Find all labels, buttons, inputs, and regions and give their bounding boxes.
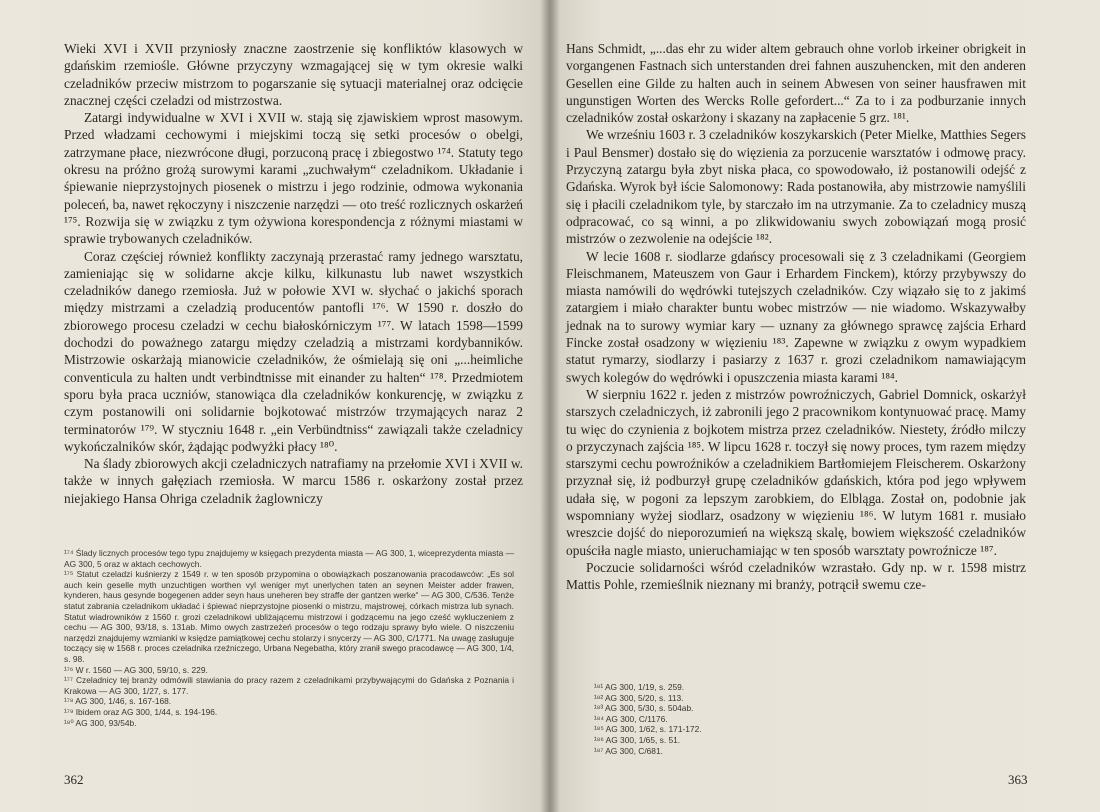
right-paragraph-3: W lecie 1608 r. siodlarze gdańscy procesowali się z 3 czeladnikami (Georgiem Fleischmanem, Mateuszem von Gaur i Erhardem Finckem), którzy przybywszy do miasta namówili do wędrówki tutejszych czeladników. Czy wiązało się to z jakimś zatargiem i miało charakter buntu wobec mistrzów — nie wiadomo. Wskazywałby jednak na to surowy wymiar kary — uznany za głównego sprawcę zajścia Erhard Fincke został osadzony w więzieniu ¹⁸³. Zapewne w związku z owym wypadkiem statut rymarzy, siodlarzy i pasiarzy z 1637 r. grozi czeladnikom namawiającym swych kolegów do wędrówki i opuszczenia miasta karami ¹⁸⁴.: [566, 248, 1026, 385]
right-footnotes: [594, 682, 754, 756]
footnote-185: ¹⁸⁵ AG 300, 1/62, s. 171-172.: [594, 724, 702, 735]
left-body-text: [64, 40, 523, 507]
footnote-186: ¹⁸⁶ AG 300, 1/65, s. 51.: [594, 734, 681, 745]
right-body-text: [566, 40, 1026, 594]
right-paragraph-2: We wrześniu 1603 r. 3 czeladników koszykarskich (Peter Mielke, Matthies Segers i Paul Bensmer) dostało się do więzienia za porzucenie warsztatów i odmowę pracy. Przyczyną zatargu była zbyt niska płaca, co spowodowało, iż postanowili odejść z Gdańska. Wyrok był iście Salomonowy: Rada postanowiła, aby mistrzowie namyślili się i płacili czeladnikom tyle, by starczało im na utrzymanie. Za to czeladnicy muszą odpracować, co są winni, a po zlikwidowaniu swych zobowiązań mogą prosić mistrzów o zezwolenie na odejście ¹⁸².: [566, 127, 1026, 247]
footnote-187: ¹⁸⁷ AG 300, C/681.: [594, 745, 663, 756]
right-paragraph-1: Hans Schmidt, „...das ehr zu wider altem gebrauch ohne vorlob irkeiner obrigkeit in vorgangenen Fastnach sich unterstanden drei fahnen auszuhencken, mit den anderen Gesellen eine Gilde zu halten auch in seinem Abwesen von seiner hausfrawen mit ungunstigen Worten des Wercks Rolle gefordert...“ Za to i za podburzanie innych czeladników został oskarżony i skazany na zapłacenie 5 grz. ¹⁸¹.: [566, 41, 1026, 126]
footnote-177: ¹⁷⁷ Czeladnicy tej branży odmówili stawiania do pracy razem z czeladnikami przybywającymi do Gdańska z Poznania i Krakowa — AG 300, 1/27, s. 177.: [64, 675, 514, 696]
right-paragraph-4: W sierpniu 1622 r. jeden z mistrzów powroźniczych, Gabriel Domnick, oskarżył starszych czeladniczych, iż zabronili jego 2 pracownikom kontynuować pracę. Mamy tu więc do czynienia z bojkotem mistrza przez czeladników. Niestety, źródło milczy o przyczynach zajścia ¹⁸⁵. W lipcu 1628 r. toczył się nowy proces, tym razem między starszymi cechu powroźników a czeladnikiem Bartłomiejem Fleischerem. Oskarżony przyznał się, iż podburzył grupę czeladników gdańskich, która pod jego wpływem udała się, w pogoni za lepszym zarobkiem, do Elbląga. Został on, podobnie jak wspomniany wyżej siodlarz, osadzony w więzieniu ¹⁸⁶. W lutym 1681 r. musiało wreszcie dojść do nieporozumień na większą skalę, bowiem większość czeladników opuściła nagle miasto, unieruchamiając w ten sposób warsztaty powroźnicze ¹⁸⁷.: [566, 386, 1026, 558]
footnote-180: ¹⁸⁰ AG 300, 93/54b.: [64, 717, 137, 728]
footnote-178: ¹⁷⁸ AG 300, 1/46, s. 167-168.: [64, 696, 172, 707]
left-paragraph-4: Na ślady zbiorowych akcji czeladniczych natrafiamy na przełomie XVI i XVII w. także w innych gałęziach rzemiosła. W marcu 1586 r. oskarżony został przez niejakiego Hansa Ohriga czeladnik żaglowniczy: [64, 456, 523, 506]
right-page: [548, 0, 1100, 812]
footnote-176: ¹⁷⁶ W r. 1560 — AG 300, 59/10, s. 229.: [64, 664, 208, 675]
right-page-number: 363: [1008, 772, 1028, 787]
left-page: [0, 0, 548, 812]
footnote-179: ¹⁷⁹ Ibidem oraz AG 300, 1/44, s. 194-196.: [64, 706, 218, 717]
left-footnotes: [64, 548, 514, 728]
footnote-174: ¹⁷⁴ Ślady licznych procesów tego typu znajdujemy w księgach prezydenta miasta — AG 300, 1, wiceprezydenta miasta — AG 300, 5 oraz w aktach cechowych.: [64, 548, 514, 569]
right-paragraph-5: Poczucie solidarności wśród czeladników wzrastało. Gdy np. w r. 1598 mistrz Mattis Pohle, rzemieślnik nieznany mi branży, potrącił swemu cze-: [566, 559, 1026, 593]
footnote-181: ¹⁸¹ AG 300, 1/19, s. 259.: [594, 682, 685, 692]
left-page-number: 362: [64, 772, 84, 787]
left-paragraph-3: Coraz częściej również konflikty zaczynają przerastać ramy jednego warsztatu, zamieniając się w solidarne akcje kilku, kilkunastu lub nawet wszystkich czeladników danego rzemiosła. Już w połowie XVI w. słychać o jakichś sporach między mistrzami a czeladzią producentów pantofli ¹⁷⁶. W 1590 r. doszło do zbiorowego procesu czeladzi w cechu białoskórniczym ¹⁷⁷. W latach 1598—1599 dochodzi do poważnego zatargu między czeladzią a mistrzami kordybanników. Mistrzowie oskarżają mianowicie czeladników, że ośmielają się oni „...heimliche conventicula zu halten undt verbindtnisse mit einander zu halten“ ¹⁷⁸. Przedmiotem sporu była praca uczniów, stanowiąca dla czeladników konkurencję, w związku z czym postanowili oni solidarnie bojkotować mistrzów trzymających naraz 2 terminatorów ¹⁷⁹. W styczniu 1648 r. „ein Verbündtniss“ zawiązali także czeladnicy wykończalników skór, żądając podwyżki płacy ¹⁸⁰.: [64, 248, 523, 454]
left-paragraph-2: Zatargi indywidualne w XVI i XVII w. stają się zjawiskiem wprost masowym. Przed władzami cechowymi i miejskimi toczą się setki procesów o obelgi, zatrzymane płace, niezwrócone długi, porzuconą pracę i zbiegostwo ¹⁷⁴. Statuty tego okresu na próżno grożą surowymi karami „zuchwałym“ czeladnikom. Układanie i śpiewanie nieprzystojnych piosenek o mistrzu i jego rodzinie, odmowa wykonania poleceń, ba, nawet rękoczyny i niszczenie narzędzi — oto treść rozlicznych oskarżeń ¹⁷⁵. Rozwija się w związku z tym ożywiona korespondencja z różnymi miastami w sprawie trybowanych czeladników.: [64, 110, 523, 247]
footnote-182: ¹⁸² AG 300, 5/20, s. 113.: [594, 692, 684, 703]
footnote-183: ¹⁸³ AG 300, 5/30, s. 504ab.: [594, 703, 694, 714]
footnote-184: ¹⁸⁴ AG 300, C/1176.: [594, 713, 668, 724]
footnote-175: ¹⁷⁵ Statut czeladzi kuśnierzy z 1549 r. w ten sposób przypomina o obowiązkach poszanowania pracodawców: „Es sol auch kein geselle myth unzuchtigen worthen vyl weniger myt unerlychen taten an seynen Meister adder frawen, kynderen, haus gesynde bogegenen adder seyn haus uneheren bey straffe der gantzen werke“ — AG 300, C/536. Tenże statut zabrania czeladnikom układać i śpiewać nieprzystojne piosenki o mistrzu, majstrowej, córkach mistrza lub synach. Statut wiadrowników z 1560 r. grozi czeladnikowi ubliżającemu mistrzowi i godzącemu na jego cześć wykluczeniem z cechu — AG 300, 93/18, s. 131ab. Mimo owych zastrzeżeń procesów o tego rodzaju sprawy było wiele. O niszczeniu narzędzi znajdujemy wzmianki w księdze pamiątkowej cechu stolarzy i snycerzy — AG 300, C/1771. Na uwagę zasługuje toczący się w 1568 r. proces czeladnika rzeźniczego, Urbana Negebatha, który zranił swego pracodawcę — AG 300, 1/4, s. 98.: [64, 569, 514, 664]
left-paragraph-1: Wieki XVI i XVII przyniosły znaczne zaostrzenie się konfliktów klasowych w gdańskim rzemiośle. Główne przyczyny wzmagającej się w tym okresie walki czeladników przeciw mistrzom to pogarszanie się sytuacji materialnej oraz odcięcie znacznej części czeladzi od mistrzostwa.: [64, 41, 523, 108]
